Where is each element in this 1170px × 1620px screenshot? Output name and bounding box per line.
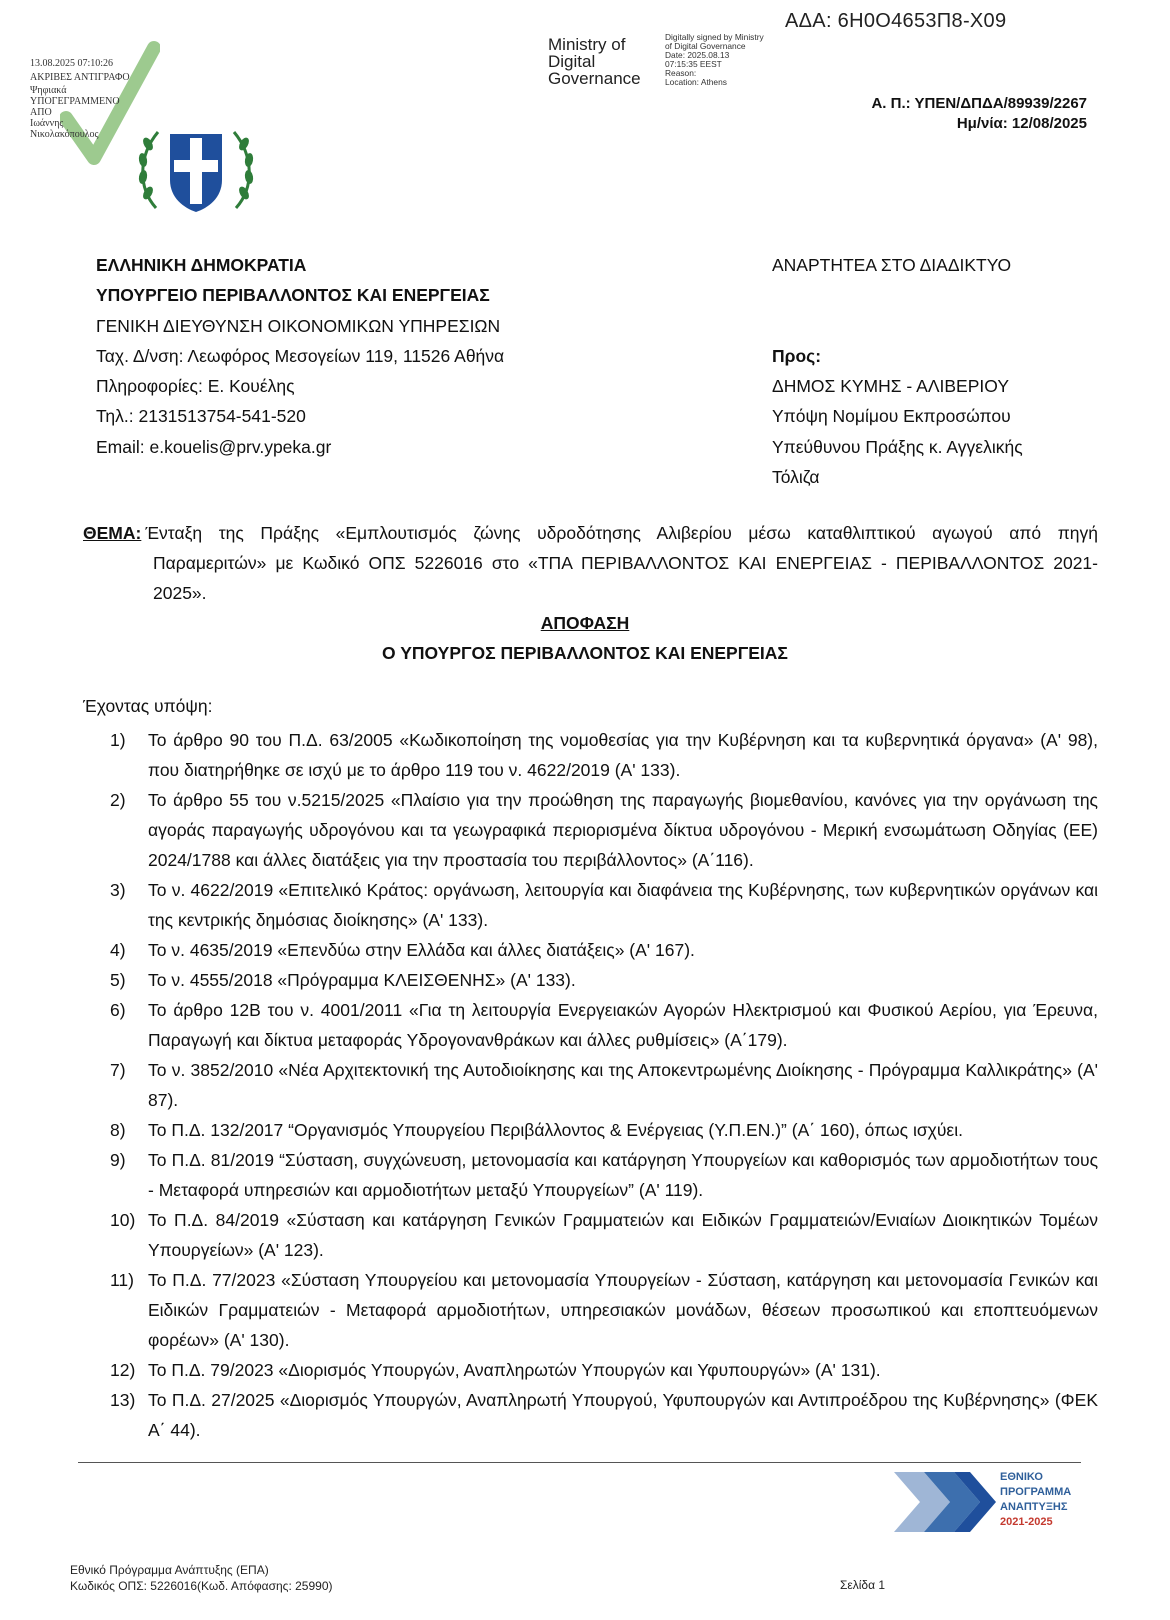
stamp-copy-label: ΑΚΡΙΒΕΣ ΑΝΤΙΓΡΑΦΟ (30, 72, 130, 83)
ministry-logo-line: Governance (548, 69, 641, 88)
digisig-line: Reason: (665, 68, 697, 78)
footer-program: Εθνικό Πρόγραμμα Ανάπτυξης (ΕΠΑ) (70, 1563, 269, 1577)
consideration-number: 12) (110, 1360, 136, 1380)
program-logo-text (1000, 1470, 1071, 1530)
considerations-list (110, 725, 1098, 1445)
consideration-number: 6) (110, 1000, 126, 1020)
stamp-line: ΥΠΟΓΕΓΡΑΜΜΕΝΟ (30, 96, 120, 107)
consideration-number: 13) (110, 1390, 136, 1410)
signature-stamp (30, 58, 150, 140)
recipient-line: Υπόψη Νομίμου Εκπροσώπου (772, 406, 1011, 427)
consideration-item (110, 1055, 1098, 1115)
protocol-block (871, 94, 1087, 134)
stamp-line: Ιωάννης (30, 118, 64, 129)
consideration-text: Το Π.Δ. 81/2019 “Σύσταση, συγχώνευση, μετονομασία και κατάργηση Υπουργείων και καθορισμός των αρμοδιοτήτων τους - Μεταφορά υπηρεσιών και αρμοδιοτήτων μεταξύ Υπουργείων” (Α' 119). (148, 1150, 1098, 1200)
footer-code: Κωδικός ΟΠΣ: 5226016(Κωδ. Απόφασης: 25990) (70, 1579, 333, 1593)
consideration-number: 4) (110, 940, 126, 960)
consideration-number: 1) (110, 730, 126, 750)
digisig-line: of Digital Governance (665, 41, 746, 51)
program-logo-years: 2021-2025 (1000, 1516, 1053, 1528)
consideration-number: 3) (110, 880, 126, 900)
to-label: Προς: (772, 345, 822, 366)
consideration-number: 7) (110, 1060, 126, 1080)
consideration-item (110, 935, 1098, 965)
footer-divider (78, 1462, 1081, 1463)
consideration-item (110, 1205, 1098, 1265)
protocol-date: Ημ/νία: 12/08/2025 (956, 115, 1087, 132)
subject-line: Παραμεριτών» με Κωδικό ΟΠΣ 5226016 στο «ΤΠΑ ΠΕΡΙΒΑΛΛΟΝΤΟΣ ΚΑΙ ΕΝΕΡΓΕΙΑΣ - ΠΕΡΙΒΑΛΛΟΝΤΟΣ 2021- (153, 553, 1098, 573)
ministry-logo-line: Ministry of (548, 35, 626, 54)
recipient-line: Υπεύθυνου Πράξης κ. Αγγελικής (772, 436, 1023, 457)
consideration-text: Το Π.Δ. 77/2023 «Σύσταση Υπουργείου και μετονομασία Υπουργείων - Σύσταση, κατάργηση και μετονομασία Γενικών και Ειδικών Γραμματειών - Μεταφορά αρμοδιοτήτων, υπηρεσιακών μονάδων, θέσεων προσωπικού και εποπτευόμενων φορέων» (Α' 130). (148, 1270, 1098, 1350)
program-logo-line: ΠΡΟΓΡΑΜΜΑ (1000, 1486, 1072, 1498)
consideration-number: 9) (110, 1150, 126, 1170)
subject-line: Ένταξη της Πράξης «Εμπλουτισμός ζώνης υδροδότησης Αλιβερίου μέσω καταθλιπτικού αγωγού από πηγή (145, 523, 1098, 543)
info-contact: Πληροφορίες: Ε. Κουέλης (96, 376, 295, 397)
letterhead (96, 250, 504, 462)
program-logo-line: ΕΘΝΙΚΟ (1000, 1471, 1043, 1483)
digisig-line: Digitally signed by Ministry (665, 32, 764, 42)
consideration-number: 5) (110, 970, 126, 990)
consideration-text: Το ν. 4622/2019 «Επιτελικό Κράτος: οργάνωση, λειτουργία και διαφάνεια της Κυβέρνησης, των κυβερνητικών οργάνων και της κεντρικής δημόσιας διοίκησης» (Α' 133). (148, 880, 1098, 930)
subject-block (83, 518, 1098, 608)
consideration-item (110, 1115, 1098, 1145)
consideration-item (110, 875, 1098, 935)
publish-notice: ΑΝΑΡΤΗΤΕΑ ΣΤΟ ΔΙΑΔΙΚΤΥΟ (772, 255, 1012, 275)
greek-coat-of-arms-icon (136, 122, 256, 218)
consideration-item (110, 1145, 1098, 1205)
consideration-number: 2) (110, 790, 126, 810)
subject-label: ΘΕΜΑ: (83, 523, 142, 543)
email: Email: e.kouelis@prv.ypeka.gr (96, 436, 332, 457)
consideration-number: 8) (110, 1120, 126, 1140)
decision-heading (0, 608, 1170, 668)
digisig-line: 07:15:35 EEST (665, 59, 722, 69)
ministry-logo-line: Digital (548, 52, 596, 71)
consideration-text: Το ν. 4635/2019 «Επενδύω στην Ελλάδα και άλλες διατάξεις» (Α' 167). (148, 940, 695, 960)
consideration-text: Το Π.Δ. 132/2017 “Οργανισμός Υπουργείου Περιβάλλοντος & Ενέργειας (Υ.Π.ΕΝ.)” (Α΄ 160), όπως ισχύει. (148, 1120, 963, 1140)
digital-signature-info (665, 33, 764, 87)
consideration-item (110, 1385, 1098, 1445)
stamp-line: ΑΠΟ (30, 107, 52, 118)
stamp-datetime: 13.08.2025 07:10:26 (30, 58, 114, 69)
consideration-item (110, 995, 1098, 1055)
directorate: ΓΕΝΙΚΗ ΔΙΕΥΘΥΝΣΗ ΟΙΚΟΝΟΜΙΚΩΝ ΥΠΗΡΕΣΙΩΝ (96, 315, 501, 336)
stamp-line: Ψηφιακά (30, 85, 67, 96)
page-number: Σελίδα 1 (840, 1578, 886, 1592)
consideration-item (110, 1265, 1098, 1355)
consideration-item (110, 1355, 1098, 1385)
stamp-line: Νικολακόπουλος (30, 129, 99, 140)
digisig-line: Location: Athens (665, 77, 727, 87)
phone: Τηλ.: 2131513754-541-520 (96, 406, 306, 427)
republic-title: ΕΛΛΗΝΙΚΗ ΔΗΜΟΚΡΑΤΙΑ (96, 255, 307, 275)
protocol-number: Α. Π.: ΥΠΕΝ/ΔΠΔΑ/89939/2267 (871, 95, 1087, 112)
consideration-number: 11) (110, 1270, 134, 1290)
consideration-text: Το Π.Δ. 79/2023 «Διορισμός Υπουργών, Αναπληρωτών Υπουργών και Υφυπουργών» (Α' 131). (148, 1360, 881, 1380)
consideration-text: Το άρθρο 55 του ν.5215/2025 «Πλαίσιο για την προώθηση της παραγωγής βιομεθανίου, κανόνες για την οργάνωση της αγοράς παραγωγής υδρογόνου και τα γεωγραφικά περιορισμένα δίκτυα υδρογόνου - Μερική ενσωμάτωση Οδηγίας (ΕΕ) 2024/1788 και άλλες διατάξεις για την προστασία του περιβάλλοντος» (Α΄116). (148, 790, 1098, 870)
recipient-block (772, 250, 1023, 492)
consideration-text: Το άρθρο 12Β του ν. 4001/2011 «Για τη λειτουργία Ενεργειακών Αγορών Ηλεκτρισμού και Φυσικού Αερίου, για Έρευνα, Παραγωγή και δίκτυα μεταφοράς Υδρογονανθράκων και άλλες ρυθμίσεις» (Α΄179). (148, 1000, 1098, 1050)
intro-text: Έχοντας υπόψη: (83, 696, 213, 716)
subject-line: 2025». (153, 583, 207, 603)
ministry-digital-governance-logo (548, 36, 641, 87)
address: Ταχ. Δ/νση: Λεωφόρος Μεσογείων 119, 11526 Αθήνα (96, 345, 505, 366)
decision-title: ΑΠΟΦΑΣΗ (540, 613, 630, 633)
recipient-line: Τόλιζα (772, 467, 820, 488)
footer (70, 1562, 333, 1594)
recipient-line: ΔΗΜΟΣ ΚΥΜΗΣ - ΑΛΙΒΕΡΙΟΥ (772, 376, 1009, 397)
decision-authority: Ο ΥΠΟΥΡΓΟΣ ΠΕΡΙΒΑΛΛΟΝΤΟΣ ΚΑΙ ΕΝΕΡΓΕΙΑΣ (382, 643, 788, 663)
consideration-text: Το Π.Δ. 84/2019 «Σύσταση και κατάργηση Γενικών Γραμματειών και Ειδικών Γραμματειών/Ενιαίων Διοικητικών Τομέων Υπουργείων» (Α' 123). (148, 1210, 1098, 1260)
consideration-item (110, 725, 1098, 785)
program-logo-line: ΑΝΑΠΤΥΞΗΣ (1000, 1501, 1068, 1513)
consideration-text: Το ν. 3852/2010 «Νέα Αρχιτεκτονική της Αυτοδιοίκησης και της Αποκεντρωμένης Διοίκησης - Πρόγραμμα Καλλικράτης» (Α' 87). (148, 1060, 1098, 1110)
consideration-item (110, 965, 1098, 995)
consideration-text: Το άρθρο 90 του Π.Δ. 63/2005 «Κωδικοποίηση της νομοθεσίας για την Κυβέρνηση και τα κυβερνητικά όργανα» (Α' 98), που διατηρήθηκε σε ισχύ με το άρθρο 119 του ν. 4622/2019 (Α' 133). (148, 730, 1098, 780)
consideration-text: Το ν. 4555/2018 «Πρόγραμμα ΚΛΕΙΣΘΕΝΗΣ» (Α' 133). (148, 970, 576, 990)
ada-code: ΑΔΑ: 6Η0Ο4653Π8-Χ09 (785, 10, 1007, 32)
ministry-title: ΥΠΟΥΡΓΕΙΟ ΠΕΡΙΒΑΛΛΟΝΤΟΣ ΚΑΙ ΕΝΕΡΓΕΙΑΣ (96, 285, 490, 306)
consideration-item (110, 785, 1098, 875)
consideration-text: Το Π.Δ. 27/2025 «Διορισμός Υπουργών, Αναπληρωτή Υπουργού, Υφυπουργών και Αντιπροέδρου της Κυβέρνησης» (ΦΕΚ Α΄ 44). (148, 1390, 1098, 1440)
digisig-line: Date: 2025.08.13 (665, 50, 730, 60)
consideration-number: 10) (110, 1210, 136, 1230)
